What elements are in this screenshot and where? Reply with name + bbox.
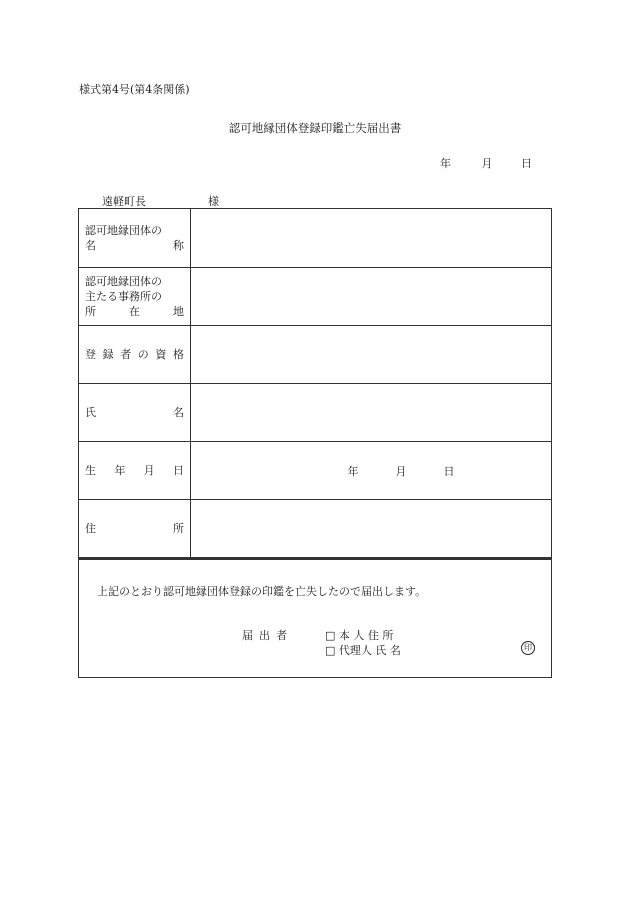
declaration-box	[78, 558, 552, 678]
table-row	[79, 384, 552, 442]
declaration-statement: 上記のとおり認可地縁団体登録の印鑑を亡失したので届出します。	[97, 585, 427, 598]
filer-option-proxy[interactable]: □ 代理人 氏 名	[325, 644, 401, 657]
label-line: 認可地縁団体の	[85, 224, 162, 237]
qualification-field[interactable]	[191, 326, 552, 384]
table-row	[79, 268, 552, 326]
honorific: 様	[208, 195, 219, 208]
label-line: 氏 名	[85, 406, 184, 419]
filer-label: 届出者	[242, 629, 293, 642]
date-day-label: 日	[521, 157, 532, 170]
table-row	[79, 209, 552, 268]
label-line: 生 年 月 日	[85, 464, 184, 477]
application-form-table	[78, 208, 552, 558]
birth-day-label: 日	[443, 464, 455, 478]
table-row	[79, 442, 552, 500]
name-field[interactable]	[191, 384, 552, 442]
label-line: 所 在 地	[85, 305, 184, 318]
form-number: 様式第4号(第4条関係)	[79, 83, 190, 96]
label-office-location	[79, 268, 191, 326]
label-name	[79, 384, 191, 442]
organization-name-field[interactable]	[191, 209, 552, 268]
seal-mark-icon: 印	[521, 641, 535, 655]
address-field[interactable]	[191, 500, 552, 558]
birth-month-label: 月	[395, 464, 407, 478]
office-location-field[interactable]	[191, 268, 552, 326]
label-address	[79, 500, 191, 558]
table-row	[79, 500, 552, 558]
table-row	[79, 326, 552, 384]
label-registrant-qualification	[79, 326, 191, 384]
label-line: 住 所	[85, 522, 184, 535]
date-year-label: 年	[440, 157, 451, 170]
submission-date	[440, 155, 532, 171]
birth-year-label: 年	[347, 464, 359, 478]
date-month-label: 月	[481, 157, 493, 170]
birth-date-field[interactable]	[191, 442, 552, 500]
label-line: 認可地縁団体の	[85, 275, 162, 288]
label-organization-name	[79, 209, 191, 268]
label-line: 名 称	[85, 239, 184, 252]
document-title: 認可地縁団体登録印鑑亡失届出書	[228, 121, 402, 135]
label-line: 登 録 者 の 資 格	[85, 348, 184, 361]
label-line: 主たる事務所の	[85, 290, 162, 303]
addressee: 遠軽町長	[102, 195, 146, 208]
label-birth-date	[79, 442, 191, 500]
filer-option-self[interactable]: □ 本 人 住 所	[325, 629, 394, 642]
